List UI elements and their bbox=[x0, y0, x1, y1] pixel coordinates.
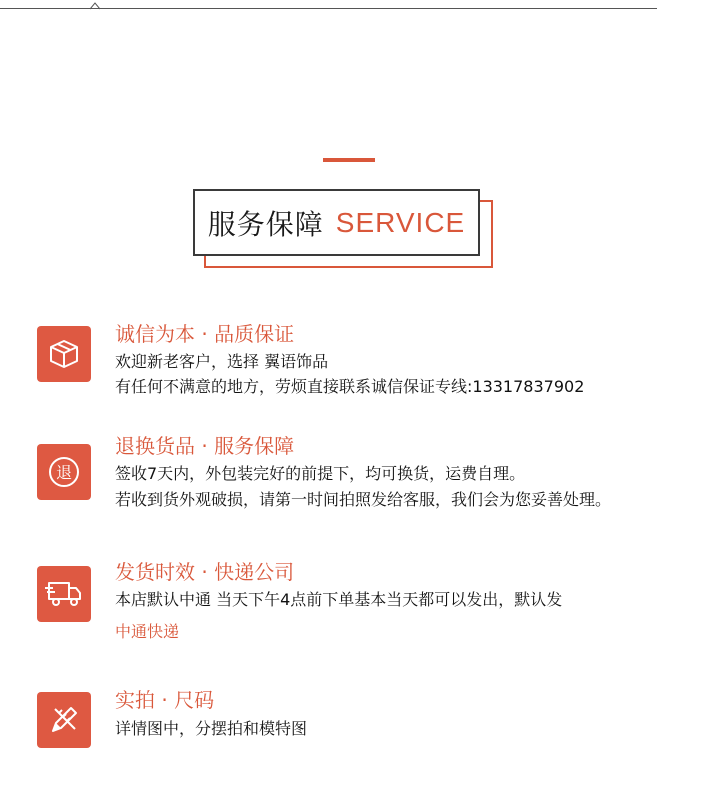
title-chinese: 服务保障 bbox=[207, 207, 324, 241]
package-box-icon bbox=[37, 326, 91, 382]
section-text-line: 若收到货外观破损，请第一时间拍照发给客服，我们会为您妥善处理。 bbox=[115, 490, 612, 509]
top-notch-mark bbox=[90, 1, 100, 11]
delivery-truck-icon bbox=[37, 566, 91, 622]
section-text-line: 有任何不满意的地方，劳烦直接联系诚信保证专线:13317837902 bbox=[115, 377, 585, 396]
accent-bar bbox=[323, 158, 375, 162]
return-icon-glyph: 退 bbox=[55, 463, 73, 482]
title-english: SERVICE bbox=[335, 206, 466, 238]
section-text-line: 签收7天内，外包装完好的前提下，均可换货，运费自理。 bbox=[115, 464, 526, 483]
section-text-line-highlight: 中通快递 bbox=[115, 622, 180, 641]
section-title: 发货时效 · 快递公司 bbox=[115, 560, 295, 584]
section-text-line: 详情图中，分摆拍和模特图 bbox=[115, 719, 308, 738]
section-text-line: 本店默认中通 当天下午4点前下单基本当天都可以发出，默认发 bbox=[115, 590, 563, 609]
section-text-line: 欢迎新老客户，选择 翼语饰品 bbox=[115, 352, 329, 371]
section-title: 退换货品 · 服务保障 bbox=[115, 434, 295, 458]
ruler-pencil-icon bbox=[37, 692, 91, 748]
section-title: 诚信为本 · 品质保证 bbox=[115, 322, 295, 346]
section-title: 实拍 · 尺码 bbox=[115, 688, 215, 712]
return-circle-icon bbox=[37, 444, 91, 500]
section-title-box bbox=[193, 189, 480, 256]
